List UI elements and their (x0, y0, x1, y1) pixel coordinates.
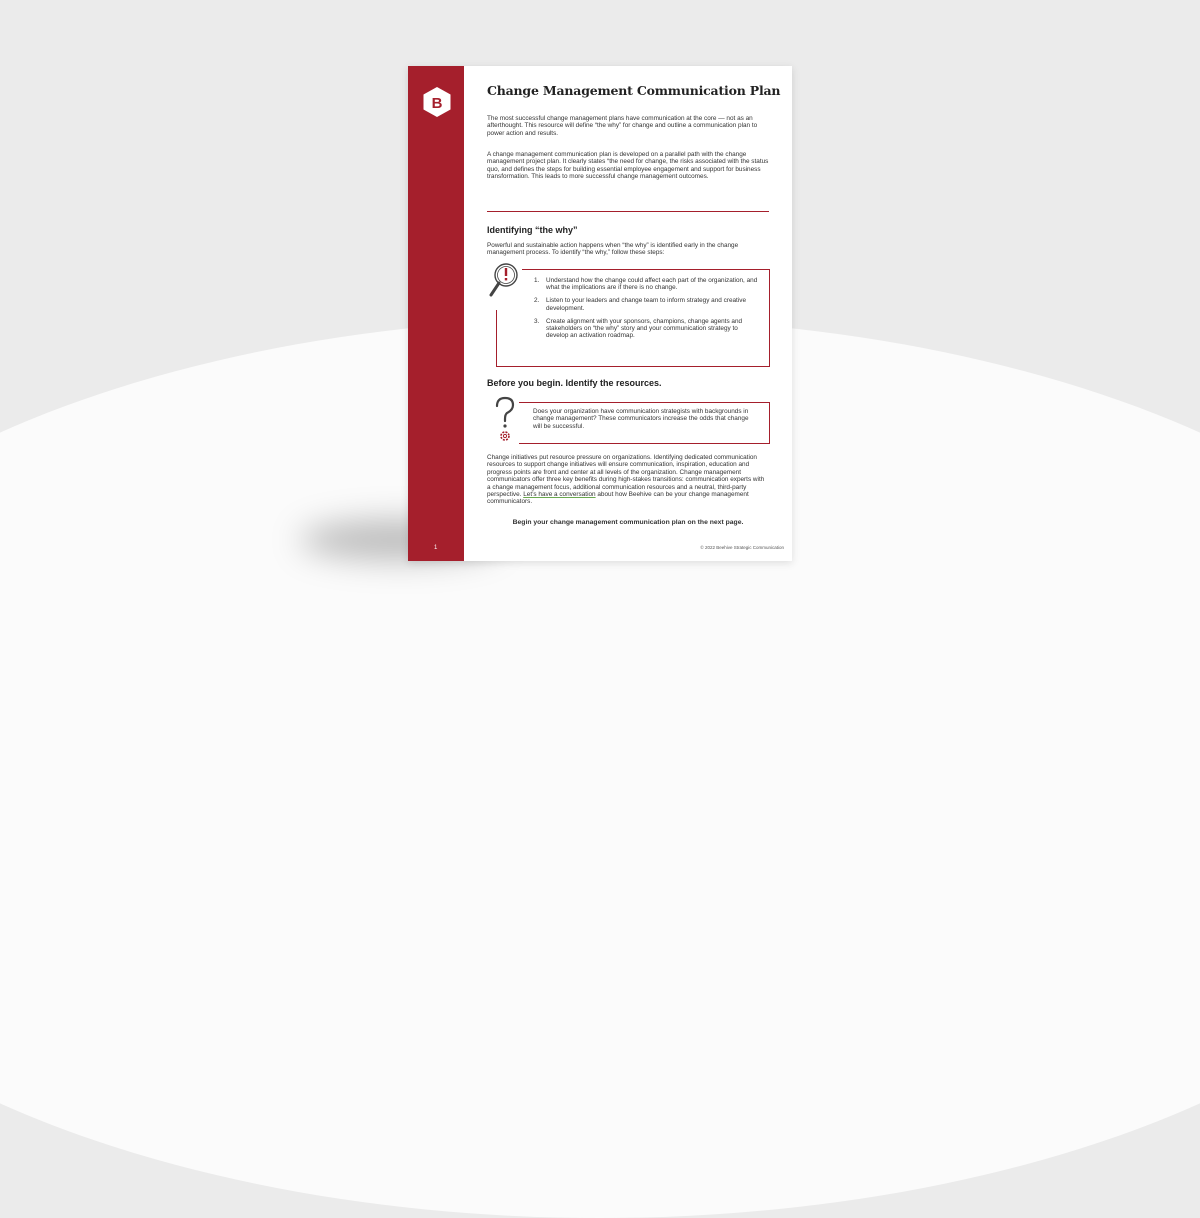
list-item: 2. Listen to your leaders and change team to inform strategy and creative development. (534, 297, 746, 312)
intro-paragraph-2: A change management communication plan is developed on a parallel path with the change management project plan. It clearly states “the need for change, the risks associated with the status quo, and defines the steps for building essential employee engagement and support for business transformation. This leads to more successful change management outcomes. (487, 151, 769, 181)
steps-list (534, 277, 760, 345)
intro-paragraph-1: The most successful change management plans have communication at the core — not as an afterthought. This resource will define “the why” for change and outline a communication plan to power action and results. (487, 115, 758, 137)
section-why-body: Powerful and sustainable action happens when “the why” is identified early in the change management process. To identify “the why,” follow these steps: (487, 242, 739, 257)
page-number: 1 (434, 545, 438, 551)
page-content (487, 66, 781, 561)
logo-letter: B (431, 95, 443, 112)
document-title: Change Management Communication Plan (487, 83, 781, 98)
resources-body: Change initiatives put resource pressure on organizations. Identifying dedicated communication resources to support change initiatives will ensure communication, inspiration, education and progress points are front and center at all levels of the organization. Change management communicators offer three key benefits during high-stakes transitions: communication experts with a change management focus, additional communication resources and a neutral, third-party perspective. Let’s have a conversation about how Beehive can be your change management communicators. (487, 454, 765, 506)
beehive-logo-icon (422, 86, 452, 118)
list-item: 1. Understand how the change could affect each part of the organization, and what the implications are if there is no change. (534, 277, 758, 292)
question-gear-icon (491, 396, 519, 444)
section-heading-why: Identifying “the why” (487, 225, 578, 235)
resources-callout-text: Does your organization have communication strategists with backgrounds in change management? These communicators increase the odds that change will be successful. (533, 408, 749, 430)
section-divider (487, 211, 769, 212)
next-page-cta: Begin your change management communication plan on the next page. (512, 519, 744, 526)
list-item: 3. Create alignment with your sponsors, champions, change agents and stakeholders on “the why” story and your communication strategy to develop an activation roadmap. (534, 317, 743, 340)
document-page (408, 66, 792, 561)
copyright-footer: © 2022 Beehive Strategic Communication (700, 545, 784, 550)
section-heading-resources: Before you begin. Identify the resources. (487, 378, 662, 388)
brand-sidebar (408, 66, 464, 561)
conversation-link[interactable]: Let’s have a conversation (523, 491, 596, 499)
magnifier-exclamation-icon (488, 262, 522, 310)
resources-callout-box (496, 402, 770, 444)
steps-callout-box (496, 269, 770, 367)
